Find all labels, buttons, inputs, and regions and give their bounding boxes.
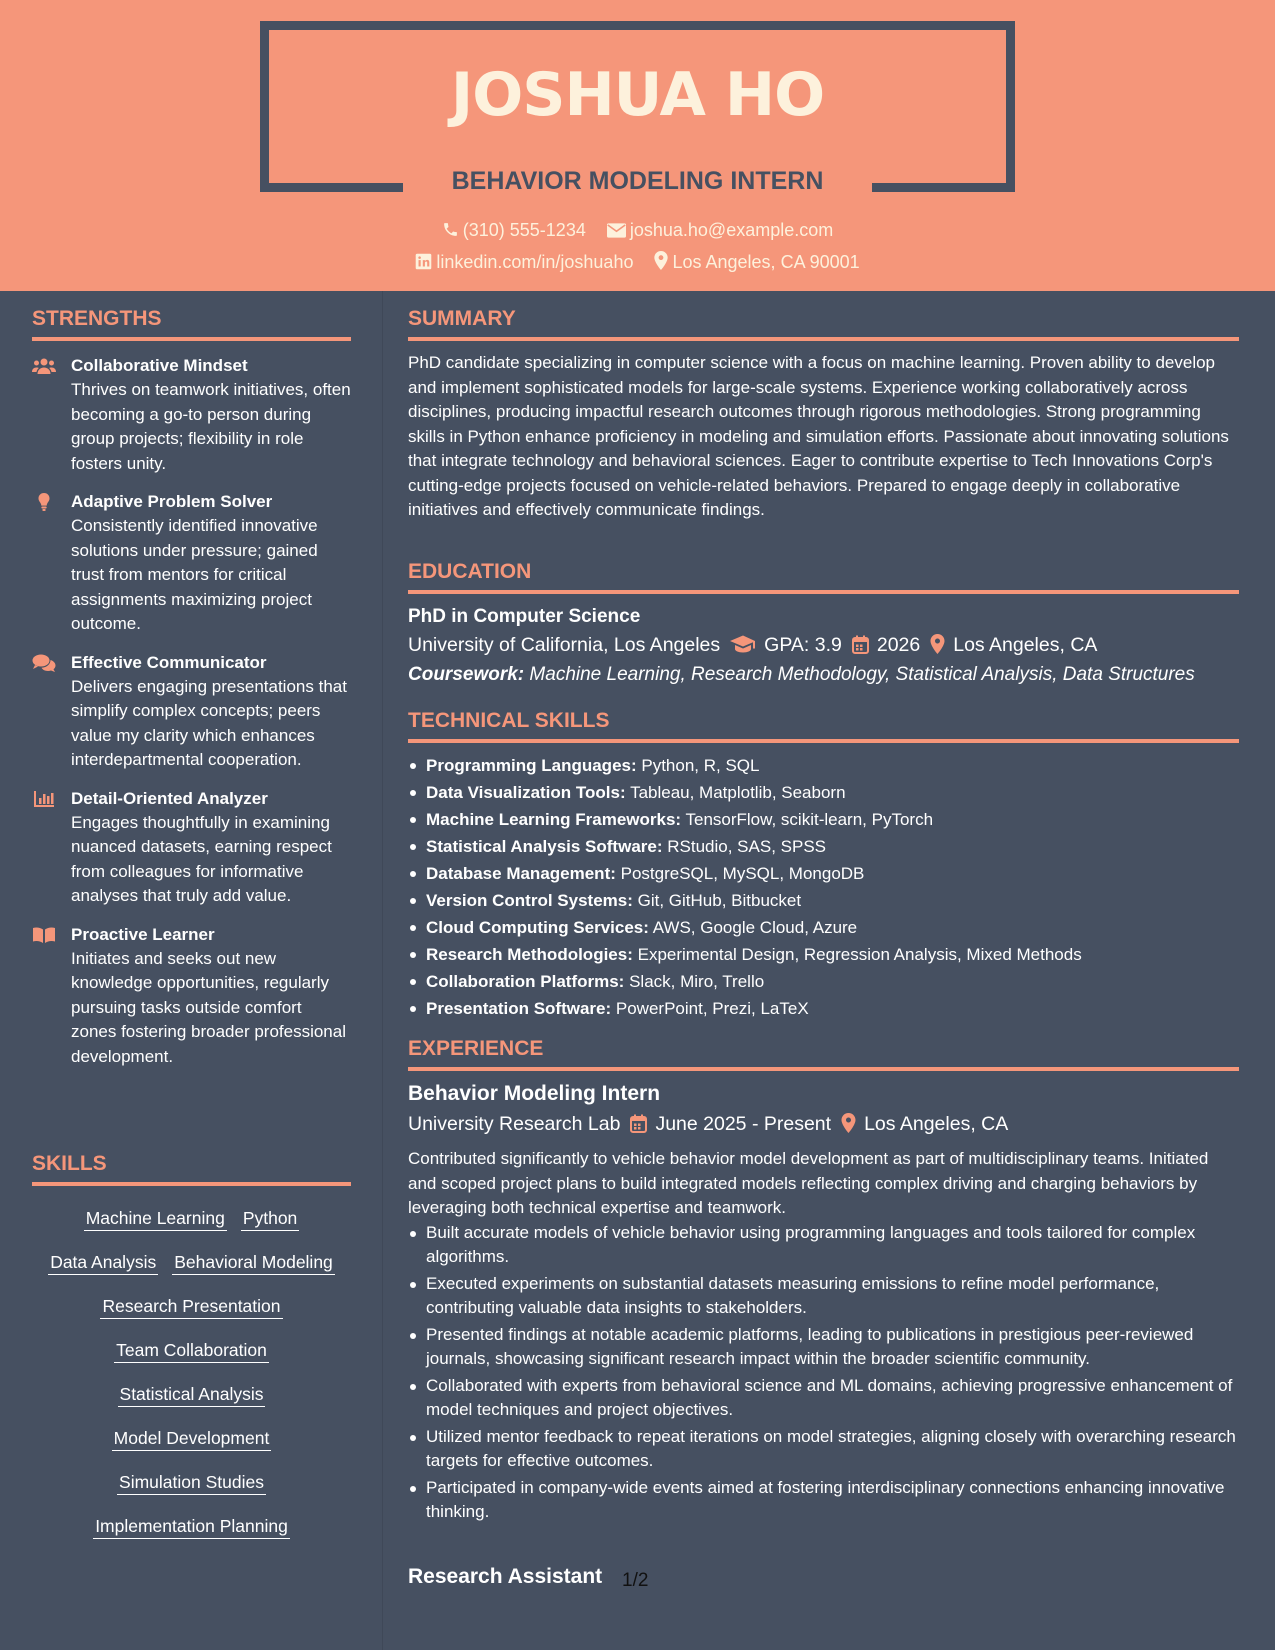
lightbulb-icon (32, 493, 56, 511)
section-divider (408, 337, 1239, 341)
skill-tag: Team Collaboration (114, 1338, 269, 1363)
graduation-cap-icon (730, 635, 756, 654)
list-item: Presentation Software: PowerPoint, Prezi, LaTeX (408, 995, 1239, 1022)
calendar-icon (630, 1114, 647, 1133)
candidate-name: JOSHUA HO (450, 60, 825, 130)
strength-item (32, 923, 351, 1070)
list-item: Participated in company-wide events aimed at fostering interdisciplinary connections enhancing innovative thinking. (408, 1476, 1239, 1525)
strengths-title: STRENGTHS (32, 307, 162, 330)
section-divider (408, 1067, 1239, 1071)
phone-text[interactable]: (310) 555-1234 (462, 220, 586, 240)
job-title: Behavior Modeling Intern (408, 1082, 661, 1105)
summary-title: SUMMARY (408, 307, 516, 330)
skill-tag: Simulation Studies (117, 1470, 266, 1495)
strength-desc: Delivers engaging presentations that simplify complex concepts; peers value my clarity which enhances interdepartmental cooperation. (71, 676, 347, 769)
strength-title: Adaptive Problem Solver (71, 492, 273, 511)
map-pin-icon (930, 634, 945, 654)
job-org: University Research Lab (408, 1113, 621, 1135)
skill-tag: Data Analysis (48, 1250, 158, 1275)
section-divider (32, 337, 351, 341)
email-text[interactable]: joshua.ho@example.com (629, 220, 834, 240)
list-item: Presented findings at notable academic platforms, leading to publications in prestigious peer-reviewed journals, showcasing significant research impact within the broader scientific community. (408, 1323, 1239, 1372)
location-text: Los Angeles, CA 90001 (672, 252, 860, 272)
section-divider (408, 590, 1239, 594)
linkedin-text[interactable]: linkedin.com/in/joshuaho (436, 252, 634, 272)
job-description: Contributed significantly to vehicle behavior model development as part of multidisciplinary teams. Initiated and scoped project plans to build integrated models reflecting complex driving and charging behaviors by leveraging both technical expertise and teamwork. (408, 1149, 1209, 1217)
comments-icon (32, 654, 56, 672)
list-item: Collaborated with experts from behavioral science and ML domains, achieving progressive enhancement of model techniques and project objectives. (408, 1374, 1239, 1423)
book-icon (32, 926, 56, 944)
strength-desc: Initiates and seeks out new knowledge opportunities, regularly pursuing tasks outside comfort zones fostering broader professional development. (71, 948, 346, 1066)
users-icon (32, 357, 56, 375)
strength-item (32, 651, 351, 773)
map-pin-icon (654, 251, 668, 270)
section-divider (408, 739, 1239, 743)
job-details (408, 1109, 1239, 1139)
technical-skills-list (408, 752, 1239, 1022)
skill-tag: Behavioral Modeling (172, 1250, 335, 1275)
strength-item (32, 490, 351, 637)
chart-icon (32, 790, 56, 808)
list-item: Version Control Systems: Git, GitHub, Bitbucket (408, 887, 1239, 914)
list-item: Database Management: PostgreSQL, MySQL, MongoDB (408, 860, 1239, 887)
skills-section (32, 1152, 351, 1558)
strength-title: Effective Communicator (71, 652, 267, 672)
technical-skills-title: TECHNICAL SKILLS (408, 709, 610, 732)
phone-item (442, 220, 586, 241)
skill-tag: Statistical Analysis (118, 1382, 266, 1407)
skills-title: SKILLS (32, 1152, 107, 1175)
phone-icon (442, 221, 459, 238)
strengths-list (32, 354, 351, 1069)
list-item: Collaboration Platforms: Slack, Miro, Trello (408, 968, 1239, 995)
linkedin-icon (415, 253, 432, 270)
email-item (607, 220, 833, 241)
contact-row-1 (0, 220, 1275, 241)
coursework-label: Coursework: (408, 664, 525, 685)
skill-tag: Machine Learning (84, 1206, 227, 1231)
strength-item (32, 354, 351, 476)
list-item: Cloud Computing Services: AWS, Google Cloud, Azure (408, 914, 1239, 941)
map-pin-icon (841, 1113, 856, 1133)
school-location: Los Angeles, CA (953, 634, 1098, 656)
skill-tags (32, 1186, 351, 1541)
coursework-list: Machine Learning, Research Methodology, Statistical Analysis, Data Structures (529, 664, 1195, 685)
list-item: Built accurate models of vehicle behavior using programming languages and tools tailored for complex algorithms. (408, 1221, 1239, 1270)
summary-section (408, 307, 1239, 523)
envelope-icon (607, 223, 626, 238)
strength-title: Detail-Oriented Analyzer (71, 788, 268, 808)
strength-desc: Consistently identified innovative solutions under pressure; gained trust from mentors for critical assignments maximizing project outcome. (71, 516, 318, 633)
skill-tag: Model Development (112, 1426, 272, 1451)
summary-text: PhD candidate specializing in computer science with a focus on machine learning. Proven ability to develop and implement sophisticated models for large-scale systems. Experience working collaboratively across disciplines, producing impactful research outcomes through rigorous methodologies. Strong programming skills in Python enhance proficiency in modeling and simulation efforts. Passionate about innovating solutions that integrate technology and behavioral sciences. Eager to contribute expertise to Tech Innovations Corp's cutting-edge projects focused on vehicle-related behaviors. Prepared to engage deeply in collaborative initiatives and effectively communicate findings. (408, 353, 1229, 519)
linkedin-item (415, 252, 633, 273)
list-item: Statistical Analysis Software: RStudio, SAS, SPSS (408, 833, 1239, 860)
job-dates: June 2025 - Present (655, 1113, 832, 1135)
page-number: 1/2 (622, 1570, 649, 1591)
technical-skills-section (408, 709, 1239, 1022)
skill-tag: Implementation Planning (93, 1514, 290, 1539)
list-item: Programming Languages: Python, R, SQL (408, 752, 1239, 779)
education-title: EDUCATION (408, 560, 532, 583)
degree: PhD in Computer Science (408, 606, 641, 627)
list-item: Research Methodologies: Experimental Design, Regression Analysis, Mixed Methods (408, 941, 1239, 968)
strengths-section (32, 307, 351, 1083)
list-item: Executed experiments on substantial datasets measuring emissions to refine model performance, contributing valuable data insights to stakeholders. (408, 1272, 1239, 1321)
gpa: GPA: 3.9 (764, 634, 842, 656)
job-role: BEHAVIOR MODELING INTERN (451, 167, 824, 195)
grad-year: 2026 (876, 634, 921, 656)
list-item: Data Visualization Tools: Tableau, Matplotlib, Seaborn (408, 779, 1239, 806)
skill-tag: Research Presentation (100, 1294, 282, 1319)
strength-title: Proactive Learner (71, 924, 215, 944)
strength-item (32, 787, 351, 909)
strength-desc: Engages thoughtfully in examining nuanced datasets, earning respect from colleagues for informative analyses that truly add value. (71, 812, 332, 905)
job-location: Los Angeles, CA (864, 1113, 1009, 1135)
list-item: Machine Learning Frameworks: TensorFlow, scikit-learn, PyTorch (408, 806, 1239, 833)
job-bullets (408, 1221, 1239, 1525)
location-item (654, 251, 859, 273)
school-name: University of California, Los Angeles (408, 634, 721, 656)
contact-row-2 (0, 251, 1275, 273)
education-details (408, 630, 1239, 660)
strength-title: Collaborative Mindset (71, 356, 248, 375)
list-item: Utilized mentor feedback to repeat iterations on model strategies, aligning closely with overarching research targets for effective outcomes. (408, 1425, 1239, 1474)
experience-title: EXPERIENCE (408, 1037, 544, 1060)
header (0, 0, 1275, 291)
education-section (408, 560, 1239, 690)
job-title: Research Assistant (408, 1565, 603, 1588)
coursework (408, 660, 1239, 690)
strength-desc: Thrives on teamwork initiatives, often becoming a go-to person during group projects; flexibility in role fosters unity. (71, 380, 351, 473)
experience-section (408, 1037, 1239, 1527)
skill-tag: Python (241, 1206, 299, 1231)
calendar-icon (852, 635, 869, 654)
